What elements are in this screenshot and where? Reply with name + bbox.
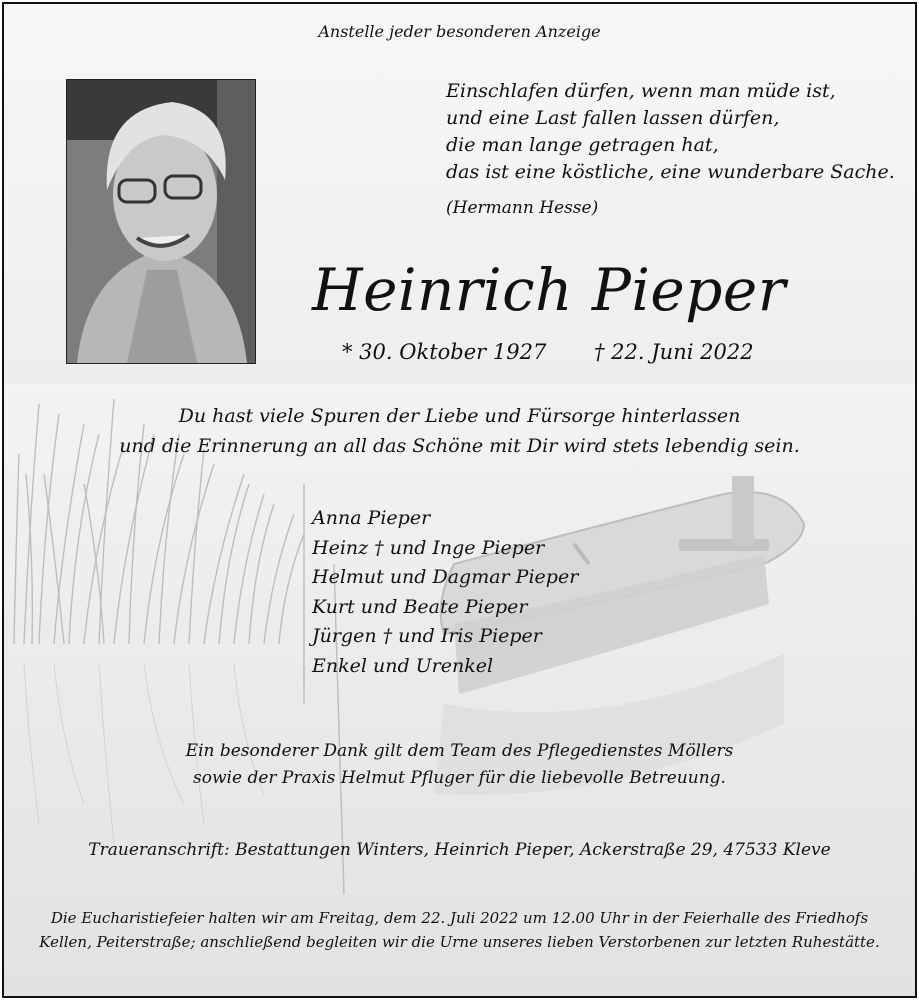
service-line: Die Eucharistiefeier halten wir am Freitag, dem 22. Juli 2022 um 12.00 Uhr in der Feierhalle des Friedhofs: [50, 909, 869, 927]
deceased-portrait-photo: [66, 79, 256, 364]
family-member: Kurt und Beate Pieper: [312, 595, 528, 618]
family-member: Anna Pieper: [312, 507, 431, 529]
birth-date: * 30. Oktober 1927: [342, 340, 547, 364]
family-member: Heinz † und Inge Pieper: [312, 536, 545, 559]
mourning-address: Traueranschrift: Bestattungen Winters, Heinrich Pieper, Ackerstraße 29, 47533 Kleve: [88, 840, 831, 860]
memorial-quote: [4, 401, 915, 461]
thanks-line: Ein besonderer Dank gilt dem Team des Pflegedienstes Möllers: [185, 741, 734, 761]
family-member: Enkel und Urenkel: [312, 654, 494, 677]
funeral-service-info: [4, 906, 915, 954]
poem-line: das ist eine köstliche, eine wunderbare Sache.: [446, 161, 895, 183]
service-line: Kellen, Peiterstraße; anschließend begleiten wir die Urne unseres lieben Verstorbenen zur letzten Ruhestätte.: [39, 933, 880, 951]
thanks-line: sowie der Praxis Helmut Pfluger für die liebevolle Betreuung.: [193, 768, 726, 788]
poem-line: Einschlafen dürfen, wenn man müde ist,: [446, 80, 836, 102]
thanks-note: [4, 738, 915, 792]
poem: [446, 78, 895, 186]
deceased-name: Heinrich Pieper: [312, 256, 786, 324]
obituary-notice: [2, 2, 917, 998]
family-members-list: [312, 504, 578, 681]
quote-line: und die Erinnerung an all das Schöne mit Dir wird stets lebendig sein.: [119, 435, 800, 457]
family-member: Jürgen † und Iris Pieper: [312, 625, 542, 647]
family-member: Helmut und Dagmar Pieper: [312, 566, 579, 588]
poem-line: und eine Last fallen lassen dürfen,: [446, 107, 780, 129]
death-date: † 22. Juni 2022: [594, 340, 754, 364]
poem-line: die man lange getragen hat,: [446, 134, 719, 156]
notice-header: Anstelle jeder besonderen Anzeige: [318, 22, 601, 41]
poem-author: (Hermann Hesse): [446, 198, 599, 218]
quote-line: Du hast viele Spuren der Liebe und Fürsorge hinterlassen: [178, 405, 741, 427]
